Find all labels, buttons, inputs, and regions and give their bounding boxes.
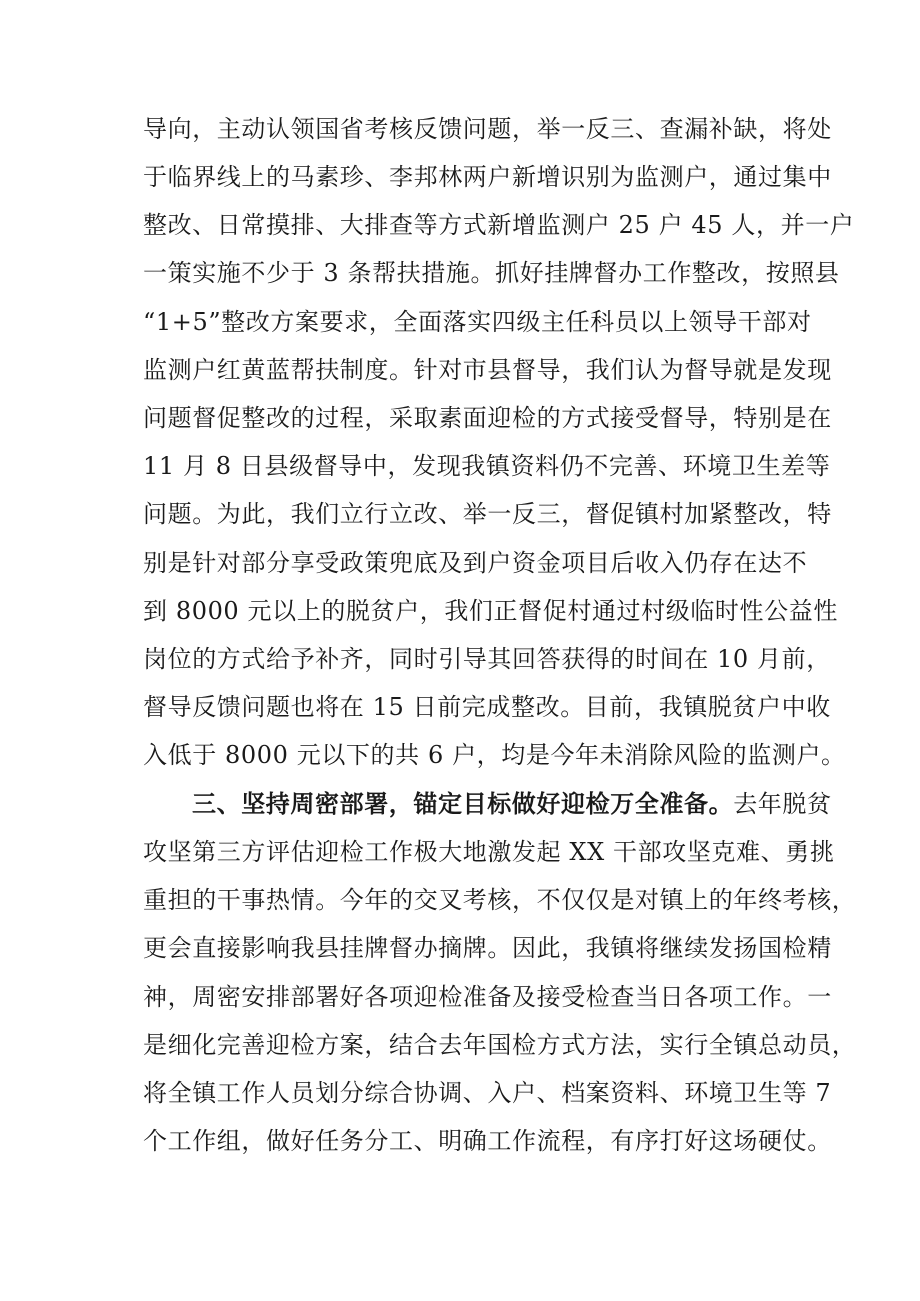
paragraph-line: 个工作组，做好任务分工、明确工作流程，有序打好这场硬仗。 <box>143 1127 832 1155</box>
paragraph-line: 问题。为此，我们立行立改、举一反三，督促镇村加紧整改，特 <box>143 500 832 528</box>
paragraph-line: 岗位的方式给予补齐，同时引导其回答获得的时间在 10 月前， <box>143 645 831 673</box>
section-heading: 三、坚持周密部署，锚定目标做好迎检万全准备。 <box>192 790 734 818</box>
paragraph-line: 到 8000 元以上的脱贫户，我们正督促村通过村级临时性公益性 <box>143 597 838 625</box>
paragraph-line: 将全镇工作人员划分综合协调、入户、档案资料、环境卫生等 7 <box>143 1079 832 1107</box>
paragraph-line: 入低于 8000 元以下的共 6 户，均是今年未消除风险的监测户。 <box>143 741 846 769</box>
section-heading-line <box>192 787 852 821</box>
paragraph-line: 监测户红黄蓝帮扶制度。针对市县督导，我们认为督导就是发现 <box>143 356 832 384</box>
paragraph-line: 一策实施不少于 3 条帮扶措施。抓好挂牌督办工作整改，按照县 <box>143 259 840 287</box>
paragraph-line: 攻坚第三方评估迎检工作极大地激发起 XX 干部攻坚克难、勇挑 <box>143 838 835 866</box>
section-heading-tail: 去年脱贫 <box>733 790 832 818</box>
paragraph-line: 是细化完善迎检方案，结合去年国检方式方法，实行全镇总动员， <box>143 1031 857 1059</box>
paragraph-line: 更会直接影响我县挂牌督办摘牌。因此，我镇将继续发扬国检精 <box>143 934 832 962</box>
paragraph-line: 于临界线上的马素珍、李邦林两户新增识别为监测户，通过集中 <box>143 163 832 191</box>
paragraph-line: 神，周密安排部署好各项迎检准备及接受检查当日各项工作。一 <box>143 983 832 1011</box>
paragraph-line: 问题督促整改的过程，采取素面迎检的方式接受督导，特别是在 <box>143 404 832 432</box>
paragraph-line: 别是针对部分享受政策兜底及到户资金项目后收入仍存在达不 <box>143 549 808 577</box>
paragraph-line: “1+5”整改方案要求，全面落实四级主任科员以上领导干部对 <box>143 308 812 336</box>
paragraph-line: 导向，主动认领国省考核反馈问题，举一反三、查漏补缺，将处 <box>143 115 832 143</box>
paragraph-line: 重担的干事热情。今年的交叉考核，不仅仅是对镇上的年终考核， <box>143 886 857 914</box>
paragraph-line: 整改、日常摸排、大排查等方式新增监测户 25 户 45 人，并一户 <box>143 211 855 239</box>
paragraph-line: 11 月 8 日县级督导中，发现我镇资料仍不完善、环境卫生差等 <box>143 452 831 480</box>
paragraph-line: 督导反馈问题也将在 15 日前完成整改。目前，我镇脱贫户中收 <box>143 693 831 721</box>
